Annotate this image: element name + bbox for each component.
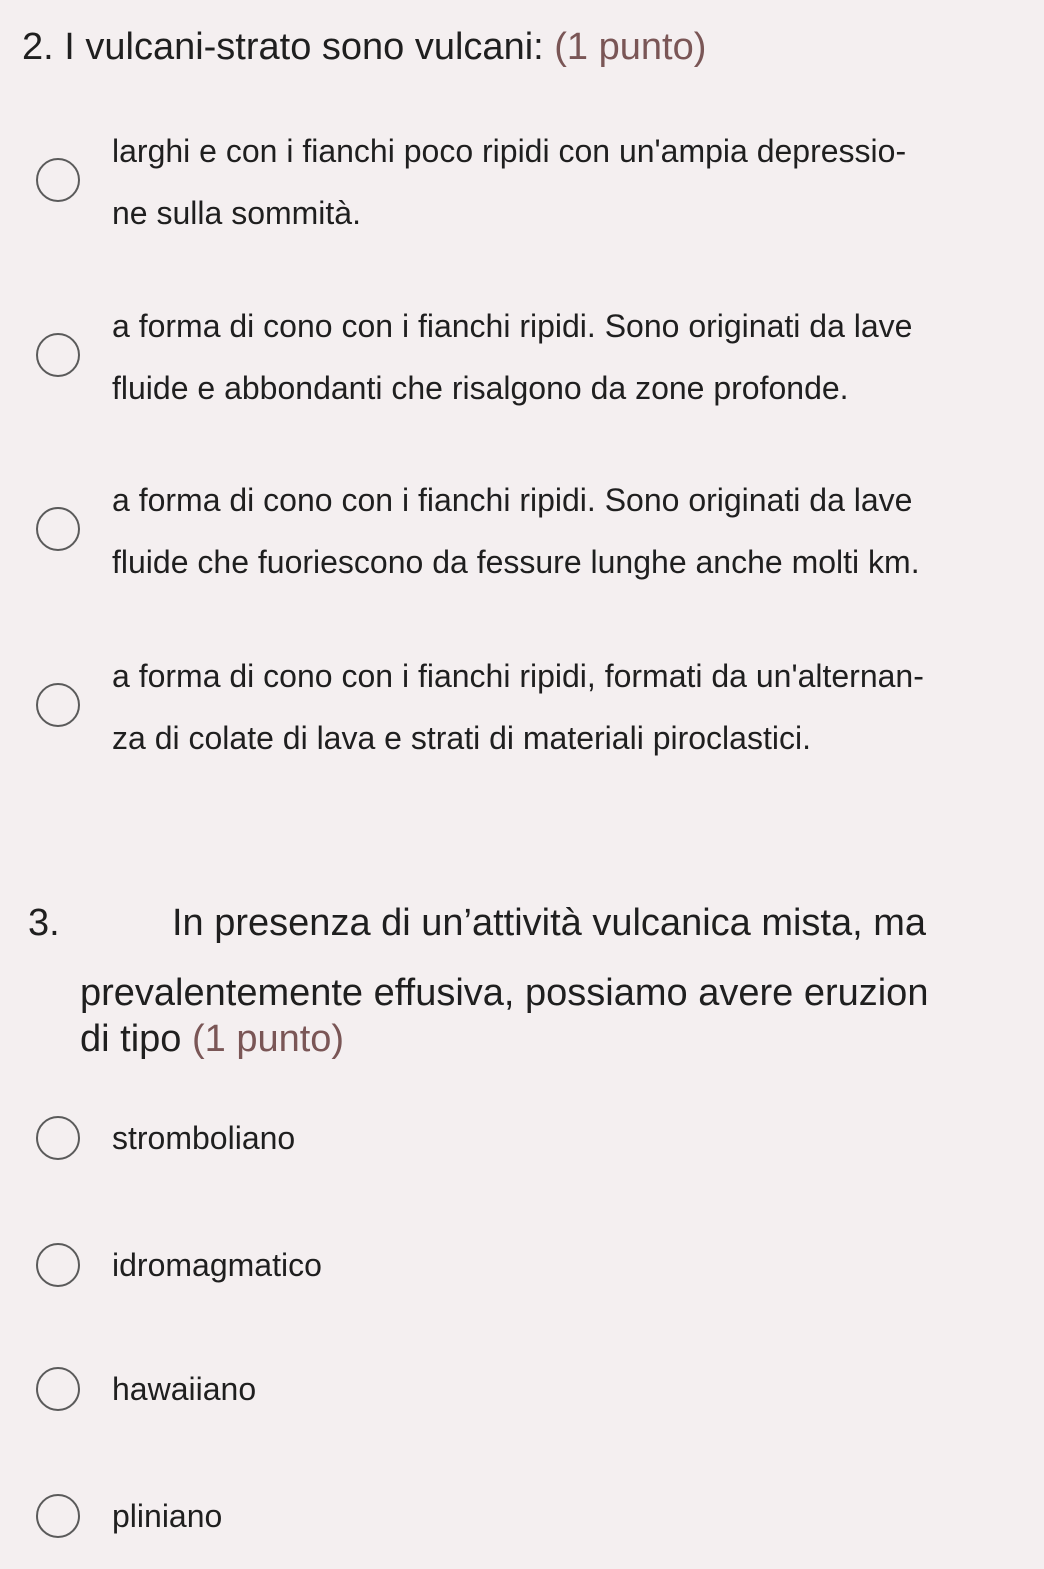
option-line: za di colate di lava e strati di materiali piroclastici. [112,720,811,756]
radio-button[interactable] [36,1367,80,1411]
option-label: idromagmatico [112,1247,322,1283]
radio-button[interactable] [36,1494,80,1538]
radio-button[interactable] [36,683,80,727]
option-label: pliniano [112,1498,223,1534]
question-3-text-end: di tipo [80,1018,192,1060]
question-3-line-3 [80,1015,344,1063]
question-2-text: 2. I vulcani-strato sono vulcani: [22,26,555,68]
question-2-title [22,23,706,71]
option-line: fluide e abbondanti che risalgono da zone profonde. [112,370,849,406]
radio-button[interactable] [36,333,80,377]
option-label: stromboliano [112,1120,296,1156]
radio-button[interactable] [36,1116,80,1160]
question-3-points: (1 punto) [191,1018,345,1060]
radio-button[interactable] [36,1243,80,1287]
radio-button[interactable] [36,507,80,551]
option-line: ne sulla sommità. [112,195,361,231]
option-line: a forma di cono con i fianchi ripidi. Sono originati da lave [112,482,913,518]
option-line: a forma di cono con i fianchi ripidi, formati da un'alternan- [112,658,924,694]
radio-button[interactable] [36,158,80,202]
question-2-points: (1 punto) [554,26,707,68]
option-label: hawaiiano [112,1371,257,1407]
question-3-number: 3. [28,902,60,944]
option-line: fluide che fuoriescono da fessure lunghe anche molti km. [112,544,920,580]
option-line: larghi e con i fianchi poco ripidi con un'ampia depressio- [112,133,907,169]
question-3-line-1: In presenza di un’attività vulcanica mista, ma [172,902,927,944]
question-3-line-2: prevalentemente effusiva, possiamo avere eruzion [80,972,929,1014]
option-line: a forma di cono con i fianchi ripidi. Sono originati da lave [112,308,913,344]
